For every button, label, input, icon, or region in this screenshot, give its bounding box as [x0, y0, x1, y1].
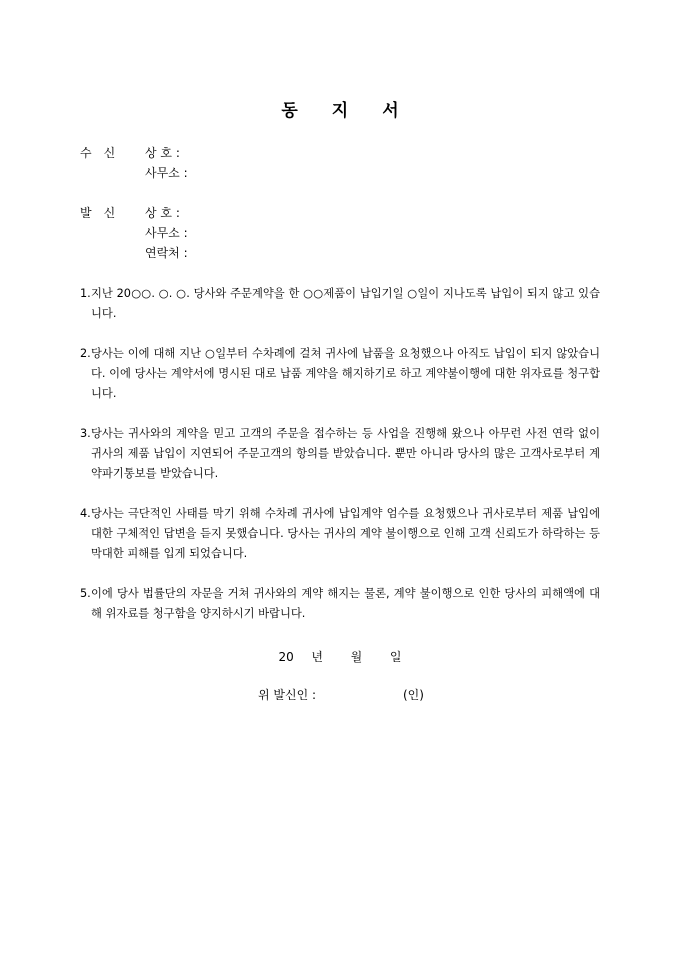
sender-contact-label: 연락처 : — [145, 246, 188, 260]
recipient-label: 수 신 — [80, 146, 116, 160]
recipient-office-label: 사무소 : — [145, 166, 188, 180]
sender-label: 발 신 — [80, 206, 116, 220]
title-char-2: 지 — [331, 101, 349, 121]
date-line — [0, 648, 680, 665]
seal-mark: (인) — [403, 688, 424, 702]
date-month: 월 — [350, 650, 363, 664]
signature-label: 위 발신인 : — [258, 688, 317, 702]
date-year: 년 — [311, 650, 324, 664]
paragraph-1: 1. 지난 20○○. ○. ○. 당사와 주문계약을 한 ○○제품이 납입기일 ○일이 지나도록 납입이 되지 않고 있습니다. — [80, 284, 600, 324]
paragraph-3: 3. 당사는 귀사와의 계약을 믿고 고객의 주문을 접수하는 등 사업을 진행해 왔으나 아무런 사전 연락 없이 귀사의 제품 납입이 지연되어 주문고객의 항의를 받았습니다. 뿐만 아니라 당사의 많은 고객사로부터 계약파기통보를 받았습니다. — [80, 424, 600, 484]
sender-company-label: 상 호 : — [145, 206, 180, 220]
paragraph-5-text: 이에 당사 법률단의 자문을 거쳐 귀사와의 계약 해지는 물론, 계약 불이행으로 인한 당사의 피해액에 대해 위자료를 청구함을 양지하시기 바랍니다. — [91, 587, 600, 620]
paragraph-2: 2. 당사는 이에 대해 지난 ○일부터 수차례에 걸쳐 귀사에 납품을 요청했으나 아직도 납입이 되지 않았습니다. 이에 당사는 계약서에 명시된 대로 납품 계약을 해지하기로 하고 계약불이행에 대한 위자료를 청구합니다. — [80, 344, 600, 404]
paragraph-4: 4. 당사는 극단적인 사태를 막기 위해 수차례 귀사에 납입계약 엄수를 요청했으나 귀사로부터 제품 납입에 대한 구체적인 답변을 듣지 못했습니다. 당사는 귀사의 계약 불이행으로 인해 고객 신뢰도가 하락하는 등 막대한 피해를 입게 되었습니다. — [80, 504, 600, 564]
date-day: 일 — [389, 650, 402, 664]
paragraph-3-text: 당사는 귀사와의 계약을 믿고 고객의 주문을 접수하는 등 사업을 진행해 왔으나 아무런 사전 연락 없이 귀사의 제품 납입이 지연되어 주문고객의 항의를 받았습니다. 뿐만 아니라 당사의 많은 고객사로부터 계약파기통보를 받았습니다. — [91, 427, 600, 480]
title-char-1: 동 — [281, 101, 298, 121]
paragraph-5: 5. 이에 당사 법률단의 자문을 거쳐 귀사와의 계약 해지는 물론, 계약 불이행으로 인한 당사의 피해액에 대해 위자료를 청구함을 양지하시기 바랍니다. — [80, 584, 600, 624]
document-title — [0, 96, 680, 121]
signature-line — [258, 686, 424, 703]
paragraph-1-text: 지난 20○○. ○. ○. 당사와 주문계약을 한 ○○제품이 납입기일 ○일이 지나도록 납입이 되지 않고 있습니다. — [91, 287, 600, 320]
recipient-company-label: 상 호 : — [145, 146, 180, 160]
sender-office-label: 사무소 : — [145, 226, 188, 240]
title-char-3: 서 — [382, 101, 399, 121]
date-year-prefix: 20 — [278, 650, 294, 664]
paragraph-4-text: 당사는 극단적인 사태를 막기 위해 수차례 귀사에 납입계약 엄수를 요청했으나 귀사로부터 제품 납입에 대한 구체적인 답변을 듣지 못했습니다. 당사는 귀사의 계약 불이행으로 인해 고객 신뢰도가 하락하는 등 막대한 피해를 입게 되었습니다. — [91, 507, 600, 560]
paragraph-2-text: 당사는 이에 대해 지난 ○일부터 수차례에 걸쳐 귀사에 납품을 요청했으나 아직도 납입이 되지 않았습니다. 이에 당사는 계약서에 명시된 대로 납품 계약을 해지하기로 하고 계약불이행에 대한 위자료를 청구합니다. — [91, 347, 600, 400]
